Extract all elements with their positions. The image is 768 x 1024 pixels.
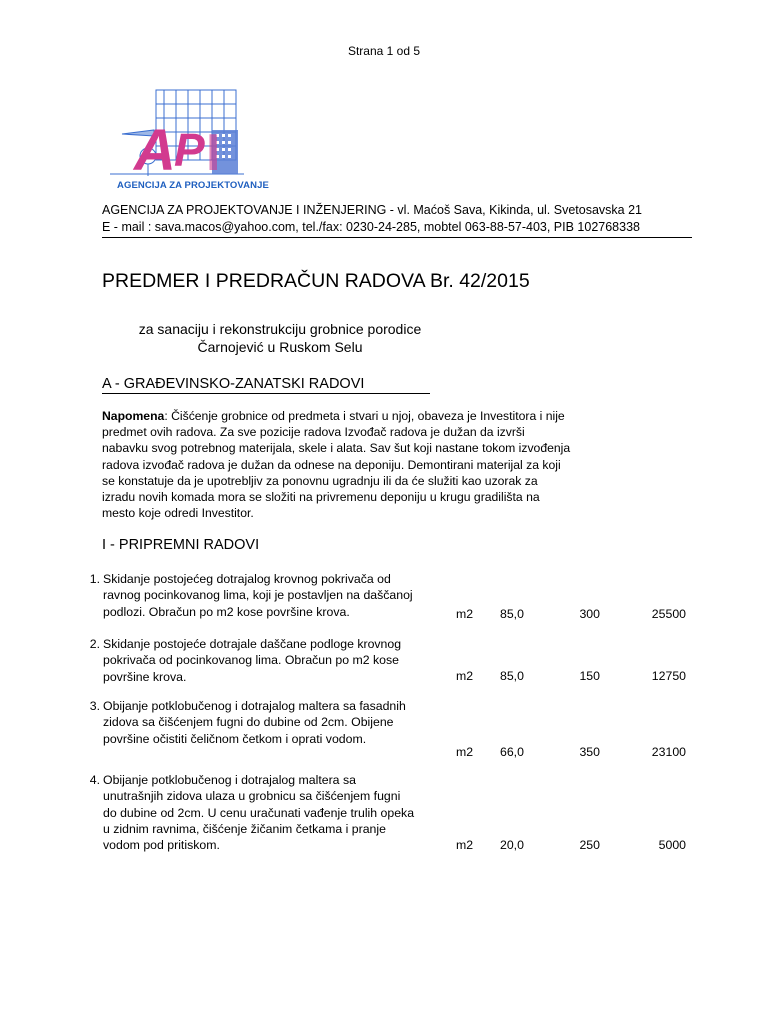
item-unit: m2	[456, 745, 474, 759]
subtitle-line-1: za sanaciju i rekonstrukciju grobnice porodice	[138, 321, 422, 337]
note-line-5: se konstatuje da je upotrebljiv za ponovnu ugradnju ili da će služiti kao uzorak za	[102, 473, 538, 488]
document-title: PREDMER I PREDRAČUN RADOVA Br. 42/2015	[102, 270, 530, 292]
item-quantity: 20,0	[500, 838, 524, 852]
item-number: 3.	[89, 699, 100, 713]
svg-text:A: A	[134, 118, 176, 183]
logo-caption: AGENCIJA ZA PROJEKTOVANJE	[117, 180, 269, 191]
note-line-2: predmet ovih radova. Za sve pozicije radova Izvođač radova je dužan da izvrši	[102, 425, 525, 440]
item-total: 25500	[651, 607, 686, 621]
item-desc-line: pokrivača od pocinkovanog lima. Obračun po m2 kose	[103, 653, 399, 668]
item-desc-line: zidova sa čišćenjem fugni do dubine od 2cm. Obijene	[103, 715, 394, 730]
item-desc-line: površine očistiti čeličnom četkom i oprati vodom.	[103, 731, 367, 746]
company-address: AGENCIJA ZA PROJEKTOVANJE I INŽENJERING - vl. Maćoš Sava, Kikinda, ul. Svetosavska 21	[102, 203, 642, 217]
item-desc-line: Skidanje postojeće dotrajale daščane podloge krovnog	[103, 637, 402, 651]
item-quantity: 85,0	[500, 607, 524, 621]
item-quantity: 66,0	[500, 745, 524, 759]
list-item	[80, 571, 700, 631]
svg-text:I: I	[206, 124, 221, 182]
list-item	[80, 698, 700, 768]
document-subtitle	[130, 320, 430, 356]
section-i-heading: I - PRIPREMNI RADOVI	[102, 537, 260, 553]
item-description	[103, 698, 431, 747]
note-paragraph	[102, 408, 572, 521]
item-description	[103, 772, 431, 853]
item-quantity: 85,0	[500, 669, 524, 683]
item-number: 1.	[89, 572, 100, 586]
note-line-3: nabavku svog potrebnog materijala, skele i alata. Sav šut koji nastane tokom izvođenja	[102, 441, 571, 456]
item-desc-line: podlozi. Obračun po m2 kose površine krova.	[103, 604, 350, 619]
page-number: Strana 1 od 5	[347, 44, 421, 58]
item-price: 300	[579, 607, 600, 621]
item-description	[103, 636, 431, 685]
note-line-1: : Čišćenje grobnice od predmeta i stvari u njoj, obaveza je Investitora i nije	[164, 409, 565, 423]
item-total: 12750	[651, 669, 686, 683]
item-desc-line: Skidanje postojećeg dotrajalog krovnog pokrivača od	[103, 572, 391, 586]
item-description	[103, 571, 431, 620]
item-number: 4.	[89, 773, 100, 787]
item-desc-line: unutrašnjih zidova ulaza u grobnicu sa čišćenjem fugni	[103, 789, 401, 804]
company-logo	[104, 84, 254, 194]
item-desc-line: površine krova.	[103, 669, 187, 684]
item-total: 5000	[658, 838, 686, 852]
item-desc-line: u zidnim ravnima, čišćenje žičanim četkama i pranje	[103, 821, 386, 836]
company-header	[102, 202, 692, 238]
subtitle-line-2: Čarnojević u Ruskom Selu	[197, 339, 363, 355]
item-price: 250	[579, 838, 600, 852]
note-line-6: izradu novih komada mora se složiti na privremenu deponiju u krugu gradilišta na	[102, 490, 540, 505]
item-desc-line: ravnog pocinkovanog lima, koji je postavljen na daščanoj	[103, 588, 413, 603]
item-price: 150	[579, 669, 600, 683]
item-total: 23100	[651, 745, 686, 759]
note-line-7: mesto koje odredi Investitor.	[102, 506, 254, 521]
item-desc-line: do dubine od 2cm. U cenu uračunati vađenje trulih opeka	[103, 805, 415, 820]
item-unit: m2	[456, 669, 474, 683]
item-desc-line: Obijanje potklobučenog i dotrajalog maltera sa fasadnih	[103, 699, 406, 713]
note-label: Napomena	[102, 409, 165, 423]
note-line-4: radova izvođač radova je dužan da odnese na deponiju. Demontirani materijal za koji	[102, 457, 561, 472]
item-desc-line: vodom pod pritiskom.	[103, 838, 220, 853]
item-unit: m2	[456, 838, 474, 852]
section-a-heading: A - GRAĐEVINSKO-ZANATSKI RADOVI	[102, 376, 430, 394]
item-price: 350	[579, 745, 600, 759]
company-contact: E - mail : sava.macos@yahoo.com, tel./fax: 0230-24-285, mobtel 063-88-57-403, PIB 102768338	[102, 219, 692, 238]
list-item	[80, 772, 700, 862]
item-number: 2.	[89, 637, 100, 651]
svg-text:P: P	[174, 124, 205, 176]
item-unit: m2	[456, 607, 474, 621]
list-item	[80, 636, 700, 696]
item-desc-line: Obijanje potklobučenog i dotrajalog maltera sa	[103, 773, 356, 787]
